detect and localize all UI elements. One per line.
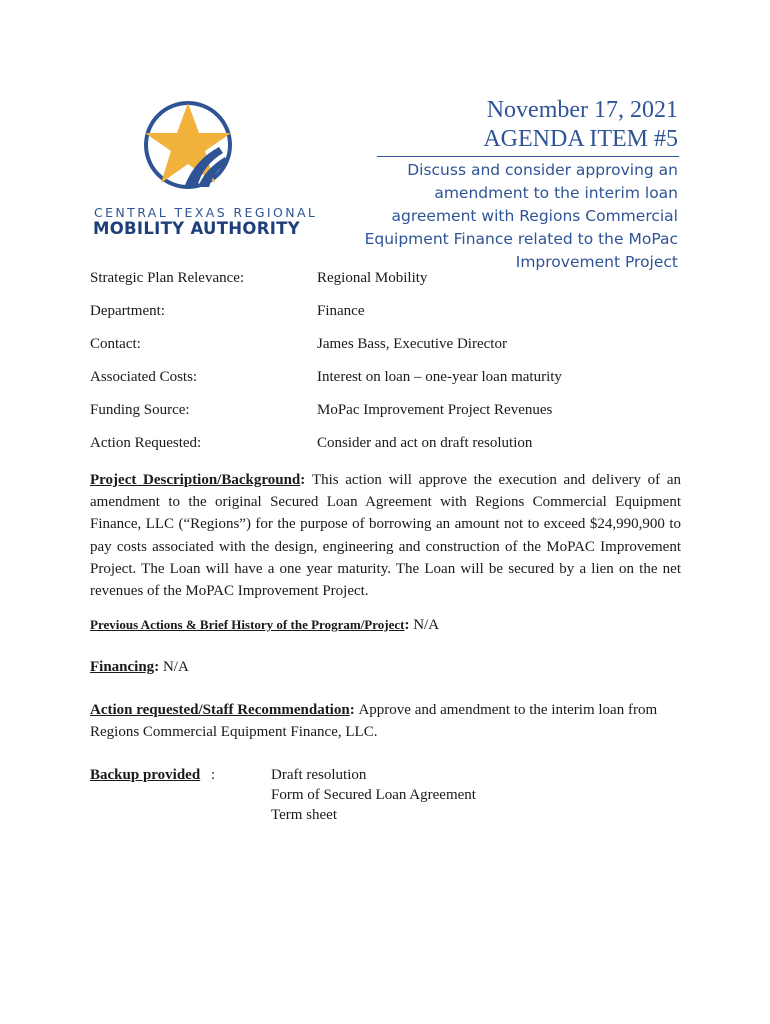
meta-row	[90, 267, 690, 300]
backup-provided-heading: Backup provided	[90, 767, 201, 783]
meta-label: Strategic Plan Relevance:	[90, 270, 245, 286]
previous-actions-text: N/A	[413, 617, 440, 633]
meta-row	[90, 366, 690, 399]
logo	[88, 95, 318, 245]
meta-label: Associated Costs:	[90, 369, 198, 385]
agenda-subject: Discuss and consider approving an amendment to the interim loan agreement with Regions Commercial Equipment Finance related to the MoPac Improvement Project	[364, 161, 678, 271]
backup-item: Draft resolution	[271, 767, 367, 783]
financing-heading: Financing	[90, 659, 155, 675]
agenda-header	[483, 96, 678, 154]
meta-row	[90, 300, 690, 333]
meta-value: Regional Mobility	[317, 270, 428, 286]
meta-value: Finance	[317, 303, 365, 319]
previous-actions: Previous Actions & Brief History of the Program/Project: N/A	[90, 617, 440, 633]
meta-label: Department:	[90, 303, 165, 319]
meeting-date: November 17, 2021	[486, 97, 678, 123]
meta-label: Funding Source:	[90, 402, 190, 418]
meta-label: Contact:	[90, 336, 141, 352]
backup-list	[271, 765, 476, 825]
logo-text-line2: MOBILITY AUTHORITY	[93, 219, 300, 238]
previous-actions-heading: Previous Actions & Brief History of the Program/Project	[90, 617, 405, 632]
meta-row	[90, 333, 690, 366]
backup-item: Term sheet	[271, 807, 338, 823]
project-description-text: This action will approve the execution and delivery of an amendment to the original Secured Loan Agreement with Regions Commercial Equipment Finance, LLC (“Regions”) for the purpose of borrowing an amount not to exceed $24,990,900 to pay costs associated with the design, engineering and construction of the MoPAC Improvement Project. The Loan will have a one year maturity. The Loan will be secured by a lien on the net revenues of the MoPAC Improvement Project.	[90, 472, 681, 600]
action-requested: Action requested/Staff Recommendation: Approve and amendment to the interim loan from Regions Commercial Equipment Finance, LLC.	[90, 702, 658, 741]
meta-value: MoPac Improvement Project Revenues	[317, 402, 553, 418]
project-description-heading: Project Description/Background	[90, 472, 301, 488]
backup-provided: Backup provided : Draft resolution Form of Secured Loan Agreement Term sheet	[90, 767, 476, 823]
agenda-item-number: AGENDA ITEM #5	[483, 126, 678, 152]
meta-label: Action Requested:	[90, 435, 202, 451]
meta-value: Interest on loan – one-year loan maturity	[317, 369, 562, 385]
financing-text: N/A	[162, 659, 189, 675]
logo-text-line1: CENTRAL TEXAS REGIONAL	[94, 205, 318, 220]
backup-item: Form of Secured Loan Agreement	[271, 787, 476, 803]
meta-value: James Bass, Executive Director	[317, 336, 507, 352]
agenda-meta-table	[90, 267, 690, 465]
meta-row	[90, 432, 690, 465]
meta-row	[90, 399, 690, 432]
header-divider	[377, 156, 679, 157]
meta-value: Consider and act on draft resolution	[317, 435, 533, 451]
action-requested-text: Approve and amendment to the interim loan from Regions Commercial Equipment Finance, LLC.	[90, 702, 658, 741]
action-requested-heading: Action requested/Staff Recommendation	[90, 702, 350, 718]
star-logo-icon	[143, 95, 233, 195]
project-description: Project Description/Background: This action will approve the execution and delivery of an amendment to the original Secured Loan Agreement with Regions Commercial Equipment Finance, LLC (“Regions”) for the purpose of borrowing an amount not to exceed $24,990,900 to pay costs associated with the design, engineering and construction of the MoPAC Improvement Project. The Loan will have a one year maturity. The Loan will be secured by a lien on the net revenues of the MoPAC Improvement Project.	[90, 472, 681, 600]
financing: Financing: N/A	[90, 659, 189, 675]
